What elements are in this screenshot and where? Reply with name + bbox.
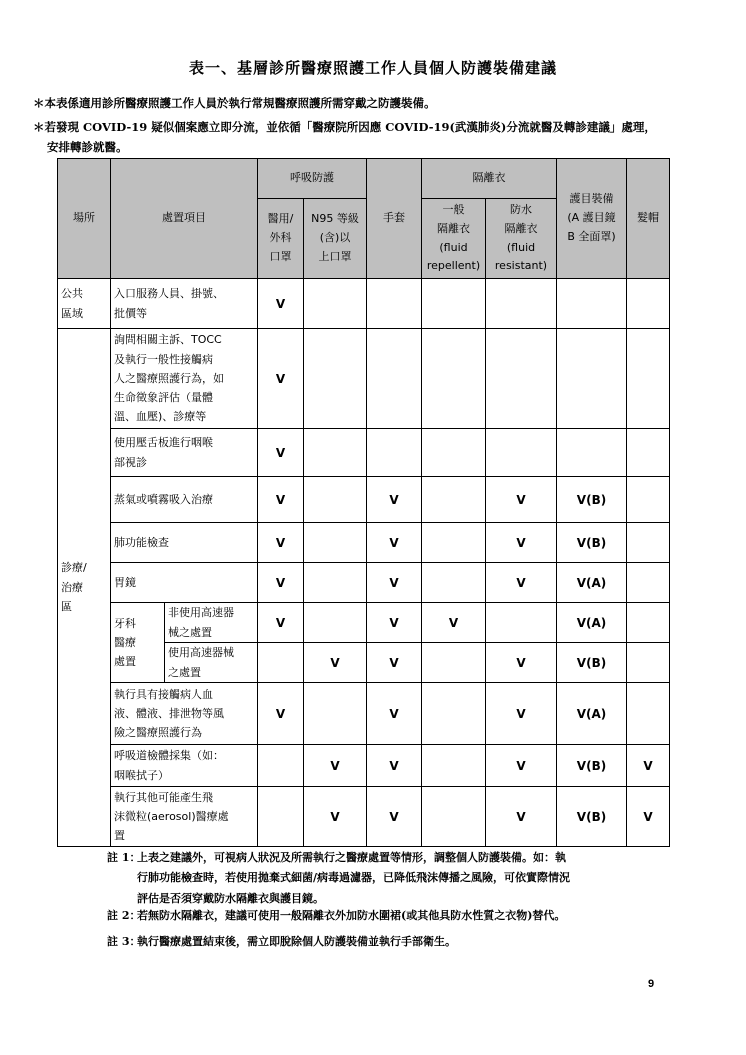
cell-cap (627, 477, 670, 523)
cell-n95 (304, 603, 367, 643)
cell-cap (627, 603, 670, 643)
cell-cap (627, 429, 670, 477)
cell-gown-waterproof: V (486, 523, 557, 563)
procedure-label: 執行具有接觸病人血 液、體液、排泄物等風 險之醫療照護行為 (111, 683, 258, 745)
cell-surgical-mask: V (258, 563, 304, 603)
cell-cap (627, 329, 670, 429)
cell-gown-general (422, 329, 486, 429)
cell-n95: V (304, 643, 367, 683)
table-row (58, 429, 670, 477)
intro-line-1: ＊本表係適用診所醫療照護工作人員於執行常規醫療照護所需穿戴之防護裝備。 (33, 96, 436, 110)
cell-gloves: V (367, 477, 422, 523)
cell-n95: V (304, 745, 367, 787)
cell-surgical-mask: V (258, 683, 304, 745)
cell-n95 (304, 429, 367, 477)
note-label: 註 2： (107, 909, 141, 922)
cell-gloves: V (367, 683, 422, 745)
cell-gloves: V (367, 523, 422, 563)
cell-gown-general (422, 787, 486, 847)
procedure-label: 呼吸道檢體採集（如： 咽喉拭子） (111, 745, 258, 787)
cell-gown-general: V (422, 603, 486, 643)
cell-cap: V (627, 787, 670, 847)
cell-gloves: V (367, 603, 422, 643)
cell-n95 (304, 683, 367, 745)
procedure-label: 非使用高速器 械之處置 (165, 603, 258, 643)
ppe-table (57, 158, 670, 847)
table-row (58, 523, 670, 563)
cell-gloves (367, 279, 422, 329)
cell-surgical-mask: V (258, 523, 304, 563)
table-row (58, 787, 670, 847)
cell-gloves: V (367, 787, 422, 847)
header-gown-waterproof: 防水 隔離衣 (fluid resistant) (486, 199, 557, 279)
cell-gown-waterproof (486, 329, 557, 429)
cell-surgical-mask (258, 745, 304, 787)
cell-surgical-mask: V (258, 477, 304, 523)
header-gown-general: 一般 隔離衣 (fluid repellent) (422, 199, 486, 279)
page-number: 9 (648, 978, 655, 990)
cell-eye: V(B) (557, 523, 627, 563)
cell-eye (557, 429, 627, 477)
cell-n95 (304, 279, 367, 329)
cell-surgical-mask (258, 787, 304, 847)
note-label: 註 1： (107, 851, 141, 864)
cell-gown-waterproof (486, 603, 557, 643)
procedure-label: 使用壓舌板進行咽喉 部視診 (111, 429, 258, 477)
table-row (58, 683, 670, 745)
page-title: 表一、基層診所醫療照護工作人員個人防護裝備建議 (188, 59, 557, 77)
intro-line-3: 安排轉診就醫。 (47, 140, 128, 154)
table-row (58, 563, 670, 603)
cell-gloves: V (367, 745, 422, 787)
header-place: 場所 (58, 159, 111, 279)
cell-gown-waterproof: V (486, 683, 557, 745)
intro-line-2: ＊若發現 COVID-19 疑似個案應立即分流，並依循「醫療院所因應 COVID-19(武漢肺炎)分流就醫及轉診建議」處理， (33, 120, 656, 134)
cell-eye: V(B) (557, 643, 627, 683)
cell-gown-general (422, 643, 486, 683)
cell-cap (627, 643, 670, 683)
cell-eye: V(A) (557, 603, 627, 643)
procedure-label: 執行其他可能產生飛 沫微粒(aerosol)醫療處 置 (111, 787, 258, 847)
note-3: 註 3： 執行醫療處置結束後，需立即脫除個人防護裝備並執行手部衛生。 (107, 932, 697, 952)
cell-cap: V (627, 745, 670, 787)
cell-gown-general (422, 523, 486, 563)
cell-gown-waterproof (486, 279, 557, 329)
cell-gown-waterproof: V (486, 643, 557, 683)
cell-surgical-mask: V (258, 329, 304, 429)
table-row (58, 329, 670, 429)
cell-gown-waterproof: V (486, 477, 557, 523)
dental-label: 牙科 醫療 處置 (111, 603, 165, 683)
cell-gloves: V (367, 643, 422, 683)
note-1: 註 1： 上表之建議外，可視病人狀況及所需執行之醫療處置等情形，調整個人防護裝備。如：執 行肺功能檢查時，若使用拋棄式細菌/病毒過濾器，已降低飛沫傳播之風險，可依實際情況 評估是否須穿戴防水隔離衣與護目鏡。 (107, 848, 697, 909)
cell-eye (557, 329, 627, 429)
cell-eye: V(A) (557, 563, 627, 603)
cell-cap (627, 563, 670, 603)
place-clinic: 診療/ 治療 區 (58, 329, 111, 847)
procedure-label: 入口服務人員、掛號、 批價等 (111, 279, 258, 329)
place-public: 公共 區域 (58, 279, 111, 329)
procedure-label: 蒸氣或噴霧吸入治療 (111, 477, 258, 523)
cell-cap (627, 523, 670, 563)
cell-cap (627, 279, 670, 329)
header-eye-protection: 護目裝備 (A 護目鏡 B 全面罩) (557, 159, 627, 279)
header-gloves: 手套 (367, 159, 422, 279)
cell-gown-general (422, 429, 486, 477)
cell-n95 (304, 329, 367, 429)
cell-gloves (367, 329, 422, 429)
cell-gown-general (422, 563, 486, 603)
header-surgical-mask: 醫用/ 外科 口罩 (258, 199, 304, 279)
header-n95-mask: N95 等級 (含)以 上口罩 (304, 199, 367, 279)
cell-gown-general (422, 745, 486, 787)
cell-gloves: V (367, 563, 422, 603)
cell-gloves (367, 429, 422, 477)
cell-eye (557, 279, 627, 329)
cell-n95 (304, 523, 367, 563)
table-row (58, 279, 670, 329)
table-row (58, 477, 670, 523)
header-cap: 髮帽 (627, 159, 670, 279)
procedure-label: 使用高速器械 之處置 (165, 643, 258, 683)
cell-gown-general (422, 279, 486, 329)
cell-eye: V(A) (557, 683, 627, 745)
cell-n95 (304, 477, 367, 523)
table-row (58, 745, 670, 787)
cell-gown-general (422, 683, 486, 745)
note-2: 註 2： 若無防水隔離衣，建議可使用一般隔離衣外加防水圍裙(或其他具防水性質之衣物)替代。 (107, 906, 697, 926)
cell-n95 (304, 563, 367, 603)
cell-surgical-mask: V (258, 603, 304, 643)
procedure-label: 詢問相關主訴、TOCC 及執行一般性接觸病 人之醫療照護行為，如 生命徵象評估（量體 溫、血壓)、診療等 (111, 329, 258, 429)
header-respiratory: 呼吸防護 (258, 159, 367, 199)
cell-gown-waterproof: V (486, 787, 557, 847)
cell-gown-waterproof: V (486, 563, 557, 603)
cell-gown-waterproof (486, 429, 557, 477)
header-gown: 隔離衣 (422, 159, 557, 199)
cell-eye: V(B) (557, 745, 627, 787)
cell-gown-general (422, 477, 486, 523)
procedure-label: 肺功能檢查 (111, 523, 258, 563)
cell-surgical-mask (258, 643, 304, 683)
table-row (58, 603, 670, 643)
cell-n95: V (304, 787, 367, 847)
cell-cap (627, 683, 670, 745)
procedure-label: 胃鏡 (111, 563, 258, 603)
note-label: 註 3： (107, 935, 141, 948)
header-procedure: 處置項目 (111, 159, 258, 279)
cell-surgical-mask: V (258, 279, 304, 329)
cell-eye: V(B) (557, 787, 627, 847)
cell-eye: V(B) (557, 477, 627, 523)
cell-gown-waterproof: V (486, 745, 557, 787)
cell-surgical-mask: V (258, 429, 304, 477)
